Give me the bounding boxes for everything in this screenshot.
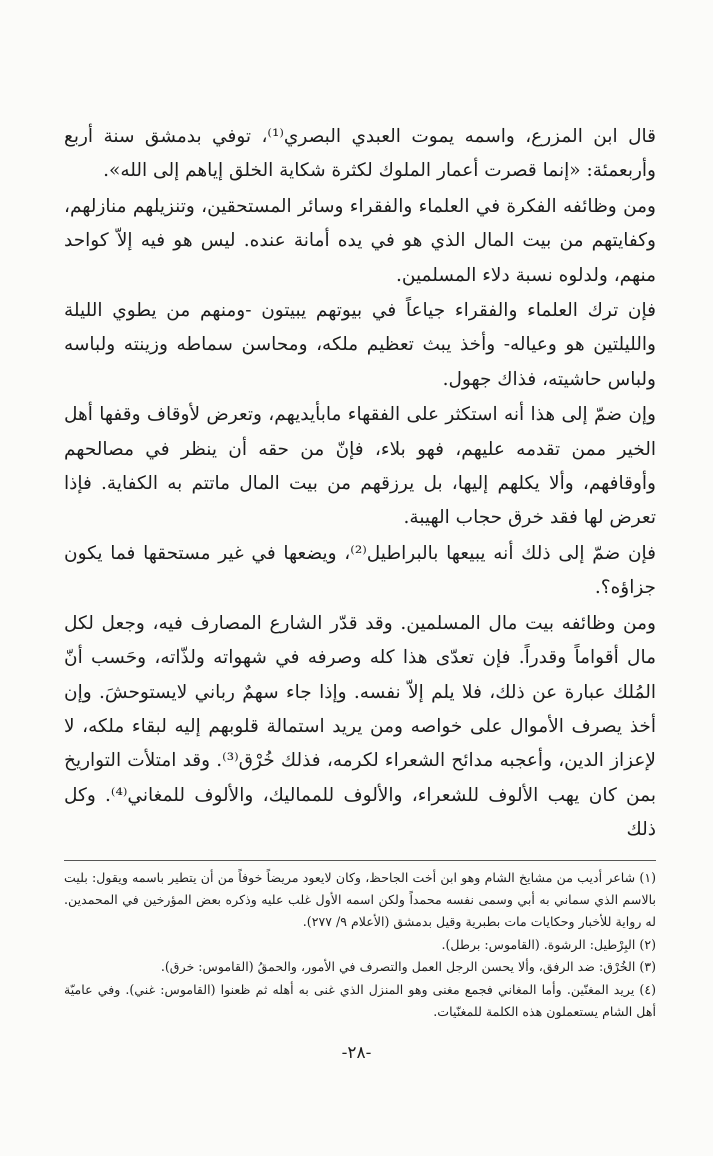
paragraph-4: وإن ضمّ إلى هذا أنه استكثر على الفقهاء مابأيديهم، وتعرض لأوقاف وقفها أهل الخير ممن تقدمه عليهم، فهو بلاء، فإنّ من حقه أن ينظر في مصالحهم وأوقافهم، وألا يكلهم إليها، بل يرزقهم من بيت المال ماتتم به الكفاية. فإذا تعرض لها فقد خرق حجاب الهيبة. bbox=[64, 404, 656, 529]
paragraph-5: فإن ضمّ إلى ذلك أنه يبيعها بالبراطيل⁽²⁾، ويضعها في غير مستحقها فما يكون جزاؤه؟. bbox=[64, 542, 657, 599]
paragraph-6: ومن وظائفه بيت مال المسلمين. وقد قدّر الشارع المصارف فيه، وجعل لكل مال أقواماً وقدراً. فإن تعدّى هذا كله وصرفه في شهواته ولذّاته، وحَسب أنّ المُلك عبارة عن ذلك، فلا يلم إلاّ نفسه. وإذا جاء سهمٌ رباني لايستوحشَ. وإن أخذ يصرف الأموال على خواصه ومن يريد استمالة قلوبهم إليه لبقاء ملكه، لا لإعزاز الدين، وأعجبه مدائح الشعراء لكرمه، فذلك خُرْق⁽³⁾. وقد امتلأت التواريخ بمن كان يهب الألوف للشعراء، والألوف للمماليك، والألوف للمغاني⁽⁴⁾. وكل ذلك bbox=[64, 612, 656, 841]
footnote-4: (٤) يريد المغنّين. وأما المغاني فجمع مغنى وهو المنزل الذي غنى به أهله ثم ظعنوا (القاموس: غني). وفي عاميّة أهل الشام يستعملون هذه الكلمة للمغنّيات. bbox=[64, 981, 656, 1019]
page-text-block bbox=[64, 120, 656, 1023]
footnote-divider bbox=[64, 860, 656, 861]
footnote-2: (٢) البِرْطيل: الرشوة. (القاموس: برطل). bbox=[441, 936, 656, 952]
paragraph-1: قال ابن المزرع، واسمه يموت العبدي البصري⁽¹⁾، توفي بدمشق سنة أربع وأربعمئة: «إنما قصرت أعمار الملوك لكثرة شكاية الخلق إياهم إلى الله». bbox=[64, 126, 656, 182]
paragraph-3: فإن ترك العلماء والفقراء جياعاً في بيوتهم يبيتون -ومنهم من يطوي الليلة والليلتين هو وعياله- وأخذ يبث تعظيم ملكه، ومحاسن سماطه وزينته ولباسه ولباس حاشيته، فذاك جهول. bbox=[64, 300, 656, 390]
page-number: -٢٨- bbox=[341, 1043, 372, 1063]
footnote-3: (٣) الخُرْق: ضد الرفق، وألا يحسن الرجل العمل والتصرف في الأمور، والحمقُ (القاموس: خرق). bbox=[160, 959, 656, 975]
footnote-1: (١) شاعر أديب من مشايخ الشام وهو ابن أخت الجاحظ، وكان لايعود مريضاً خوفاً من أن يتطير باسمه ويقول: بليت بالاسم الذي سماني به أبي وسمى نفسه محمداً ولكن اسمه الأول غلب عليه وذكره بعض المؤرخين في المحمدين. له رواية للأخبار وحكايات مات بطبرية وقيل بدمشق (الأعلام ٩/ ٢٧٧). bbox=[64, 869, 656, 930]
paragraph-2: ومن وظائفه الفكرة في العلماء والفقراء وسائر المستحقين، وتنزيلهم منازلهم، وكفايتهم من بيت المال الذي هو في يده أمانة عنده. ليس هو فيه إلاّ كواحد منهم، ولدلوه نسبة دلاء المسلمين. bbox=[64, 195, 656, 286]
